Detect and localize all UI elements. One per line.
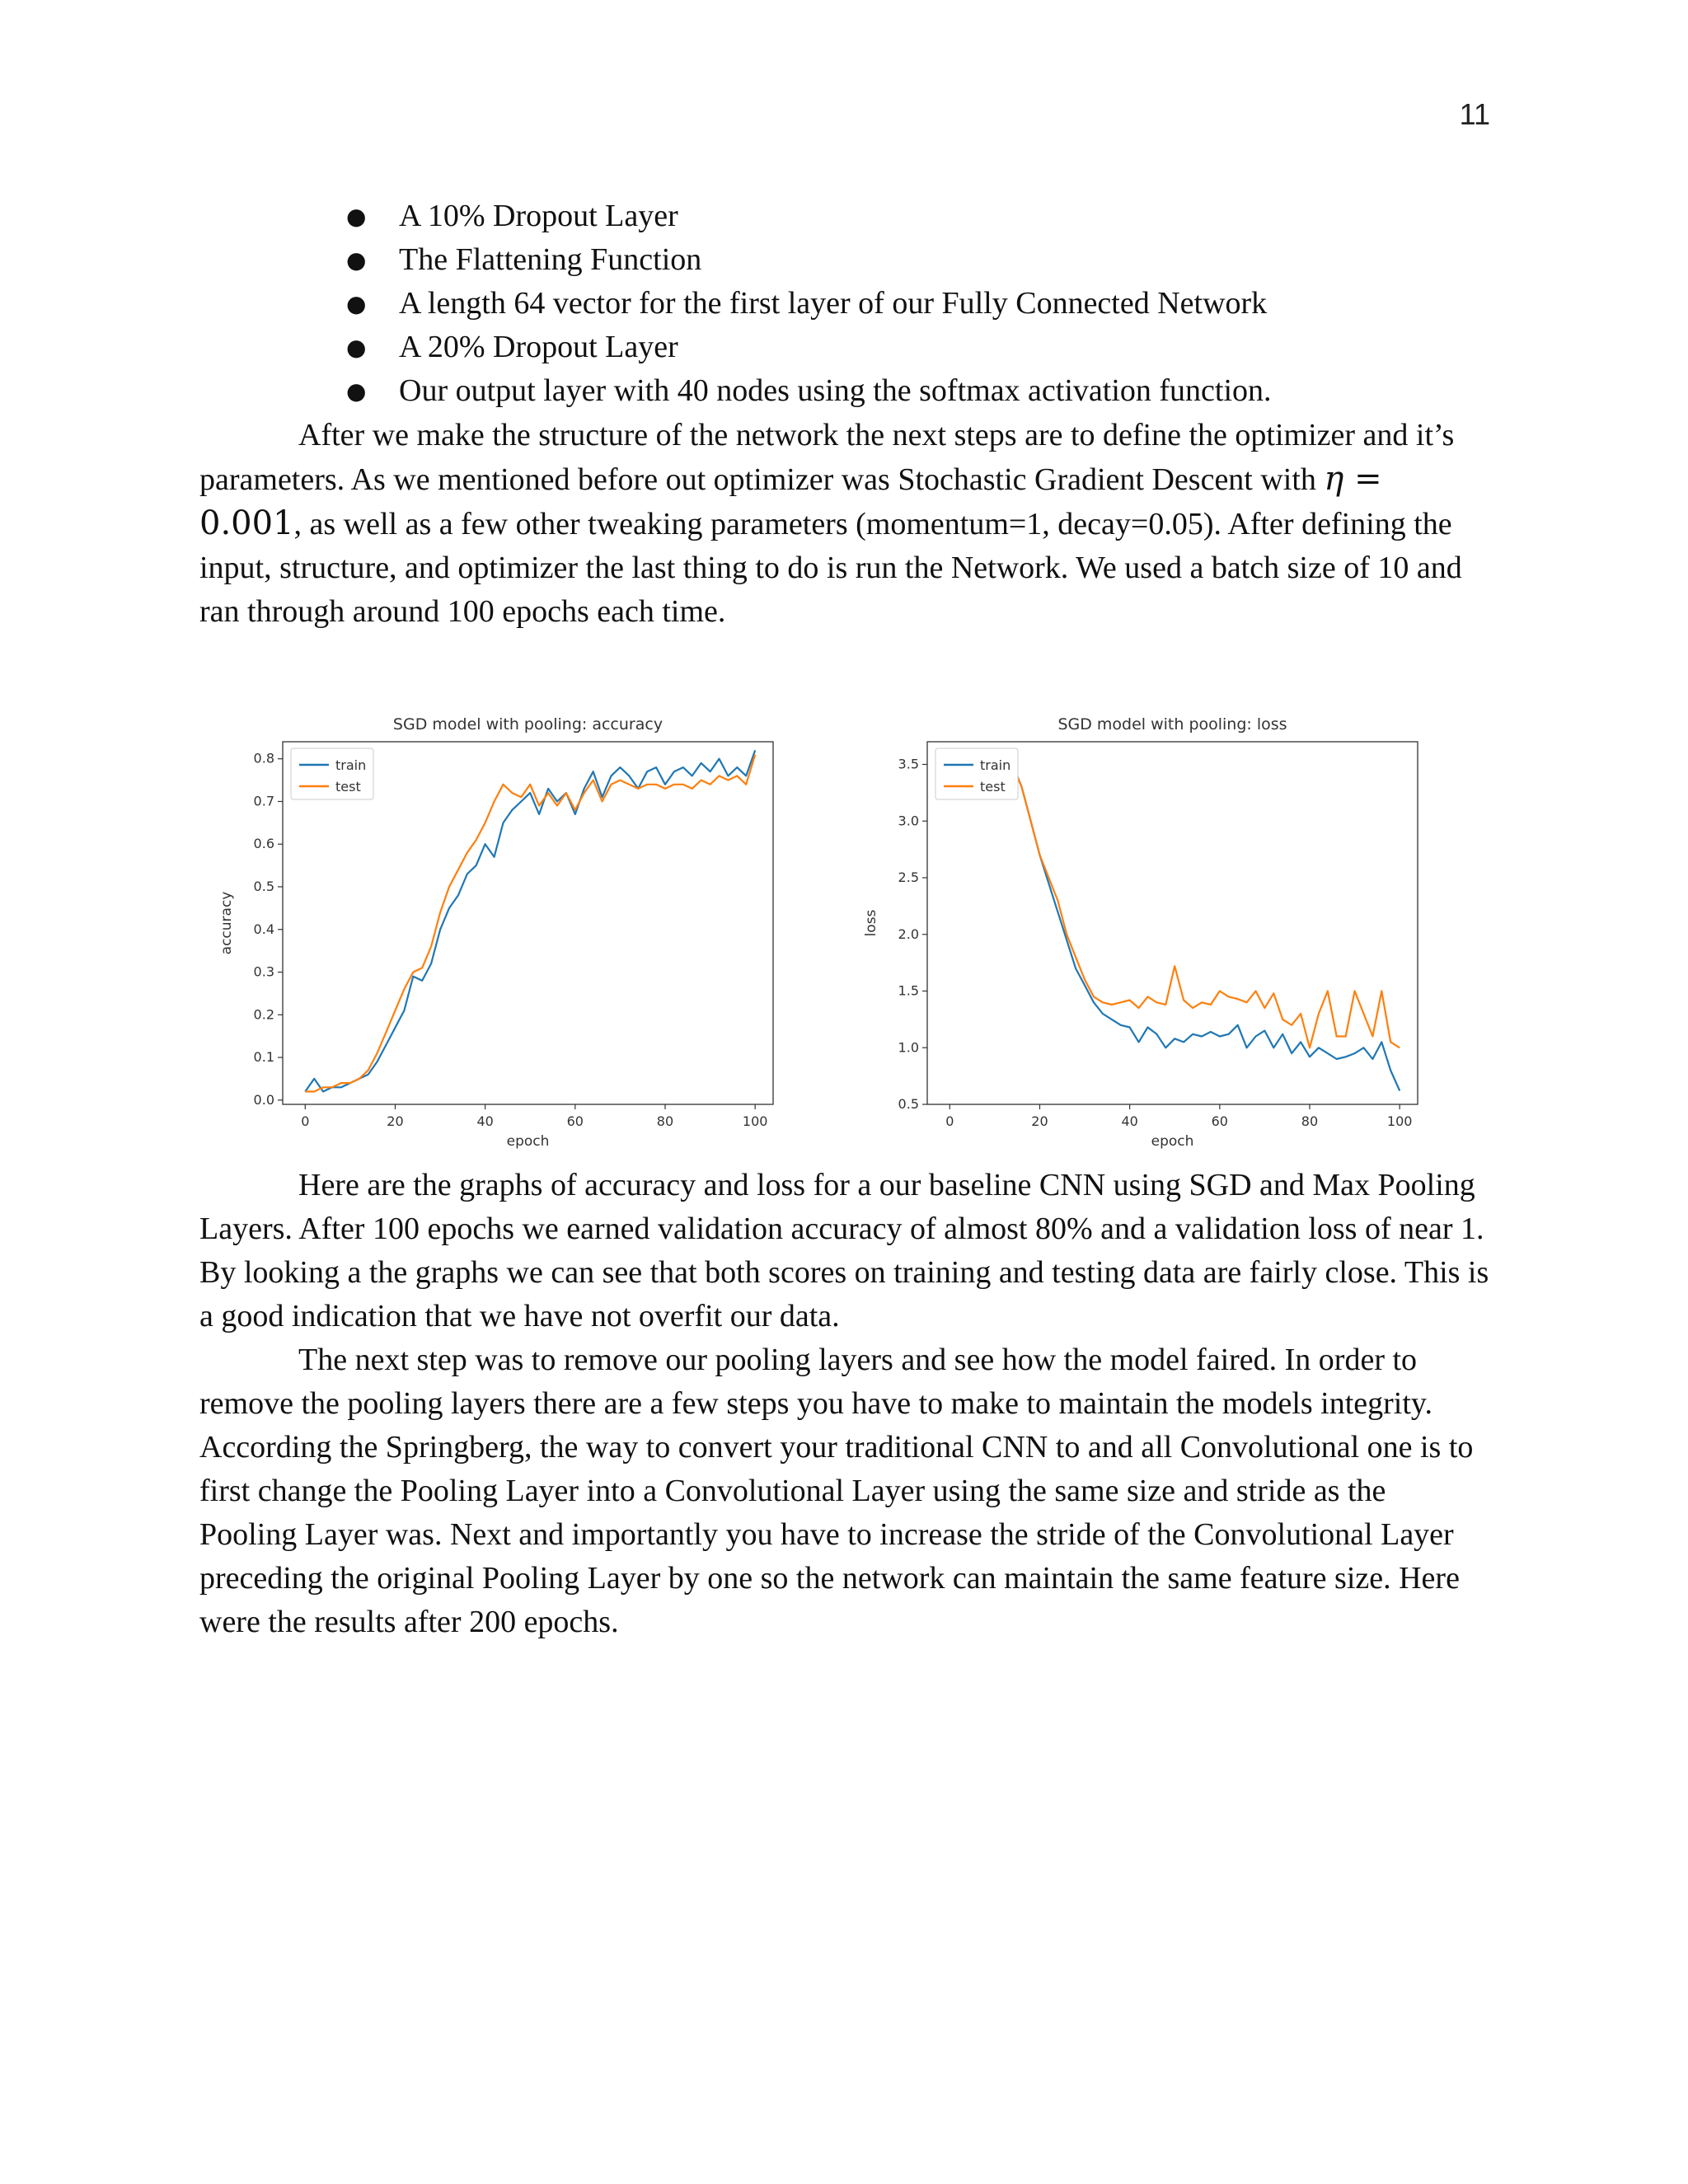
paragraph-next-step bbox=[199, 1338, 1490, 1644]
y-tick-label: 2.0 bbox=[898, 926, 919, 942]
y-tick-label: 1.5 bbox=[898, 982, 919, 999]
y-tick-label: 0.5 bbox=[898, 1096, 919, 1112]
paragraph-next-step-text: The next step was to remove our pooling layers and see how the model faired. In order to remove the pooling layers there are a few steps you have to make to maintain the models integrity. According the Springberg, the way to convert your traditional CNN to and all Convolutional one is to first change the Pooling Layer into a Convolutional Layer using the same size and stride as the Pooling Layer was. Next and importantly you have to increase the stride of the Convolutional Layer preceding the original Pooling Layer by one so the network can maintain the same feature size. Here were the results after 200 epochs. bbox=[199, 1343, 1474, 1639]
legend-label-test: test bbox=[980, 779, 1006, 794]
x-tick-label: 60 bbox=[1211, 1113, 1228, 1129]
x-tick-label: 80 bbox=[656, 1113, 674, 1129]
y-tick-label: 0.7 bbox=[253, 793, 274, 809]
y-tick-label: 0.6 bbox=[253, 836, 274, 852]
y-tick-label: 3.5 bbox=[898, 756, 919, 772]
y-tick-label: 0.1 bbox=[253, 1049, 274, 1066]
series-line-train bbox=[305, 750, 755, 1091]
legend-label-train: train bbox=[980, 757, 1011, 773]
x-tick-label: 40 bbox=[476, 1113, 494, 1129]
y-tick-label: 0.4 bbox=[253, 921, 274, 937]
y-axis-label: loss bbox=[863, 909, 879, 937]
chart-title: SGD model with pooling: loss bbox=[1057, 715, 1287, 733]
chart-title: SGD model with pooling: accuracy bbox=[392, 715, 663, 733]
paragraph-results bbox=[199, 1164, 1490, 1338]
x-tick-label: 40 bbox=[1121, 1113, 1138, 1129]
y-axis-label: accuracy bbox=[218, 891, 235, 955]
accuracy-chart bbox=[213, 705, 790, 1162]
legend bbox=[935, 748, 1018, 799]
x-axis-label: epoch bbox=[1151, 1133, 1194, 1150]
x-axis-label: epoch bbox=[506, 1133, 550, 1150]
paragraph-results-text: Here are the graphs of accuracy and loss for a our baseline CNN using SGD and Max Pooling Layers. After 100 epochs we earned validation accuracy of almost 80% and a validation loss of near 1. By looking a the graphs we can see that both scores on training and testing data are fairly close. This is a good indication that we have not overfit our data. bbox=[199, 1168, 1489, 1333]
x-tick-label: 100 bbox=[1386, 1113, 1413, 1129]
y-tick-label: 0.5 bbox=[253, 879, 274, 894]
x-tick-label: 20 bbox=[1031, 1113, 1048, 1129]
bullet-item: ● A 10% Dropout Layer bbox=[346, 194, 1272, 238]
y-tick-label: 3.0 bbox=[898, 813, 919, 829]
series-line-train bbox=[1013, 765, 1400, 1091]
loss-chart bbox=[857, 705, 1434, 1162]
paragraph-optimizer bbox=[199, 414, 1490, 634]
paragraph-optimizer-text-cont: , as well as a few other tweaking parameters (momentum=1, decay=0.05). After defining the input, structure, and optimizer the last thing to do is run the Network. We used a batch size of 10 and ran through around 100 epochs each time. bbox=[199, 507, 1462, 629]
x-tick-label: 60 bbox=[566, 1113, 584, 1129]
y-tick-label: 0.8 bbox=[253, 750, 274, 766]
x-tick-label: 0 bbox=[945, 1113, 954, 1129]
x-tick-label: 20 bbox=[387, 1113, 404, 1129]
series-line-test bbox=[1013, 765, 1400, 1048]
layer-bullet-list bbox=[346, 194, 1272, 413]
bullet-item: ● A length 64 vector for the first layer of our Fully Connected Network bbox=[346, 282, 1272, 326]
y-tick-label: 0.0 bbox=[253, 1091, 274, 1108]
legend-label-train: train bbox=[335, 757, 367, 773]
y-tick-label: 2.5 bbox=[898, 869, 919, 885]
x-tick-label: 80 bbox=[1301, 1113, 1319, 1129]
legend-box bbox=[291, 748, 373, 799]
legend-box bbox=[935, 748, 1018, 799]
series-line-test bbox=[305, 755, 755, 1092]
eta-value: 0.001 bbox=[199, 504, 294, 542]
bullet-item: ● Our output layer with 40 nodes using the softmax activation function. bbox=[346, 369, 1272, 413]
legend bbox=[291, 748, 373, 799]
x-tick-label: 100 bbox=[742, 1113, 768, 1129]
bullet-item: ● The Flattening Function bbox=[346, 238, 1272, 282]
page-number: 11 bbox=[1459, 97, 1490, 131]
y-tick-label: 1.0 bbox=[898, 1039, 919, 1056]
y-tick-label: 0.2 bbox=[253, 1006, 274, 1023]
x-tick-label: 0 bbox=[301, 1113, 310, 1129]
legend-label-test: test bbox=[335, 779, 361, 794]
y-tick-label: 0.3 bbox=[253, 963, 274, 980]
bullet-item: ● A 20% Dropout Layer bbox=[346, 326, 1272, 369]
eta-symbol: η = bbox=[1324, 460, 1382, 498]
paragraph-optimizer-text: After we make the structure of the network the next steps are to define the optimizer and it’s parameters. As we mentioned before out optimizer was Stochastic Gradient Descent with bbox=[199, 418, 1455, 497]
